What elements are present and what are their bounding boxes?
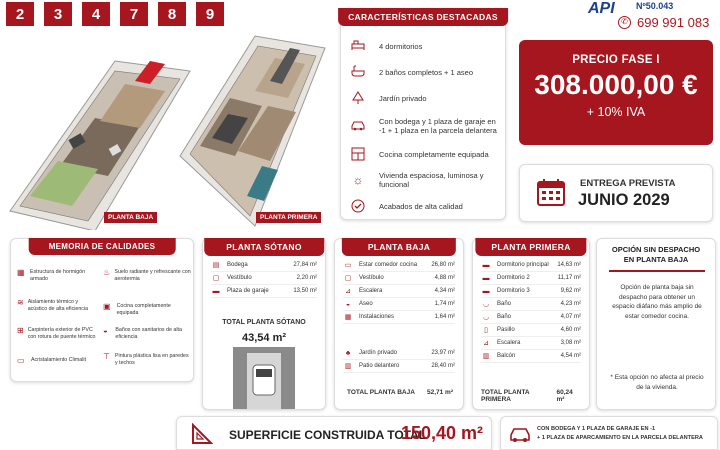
- feature-text: 2 baños completos + 1 aseo: [379, 67, 474, 77]
- unit-tab[interactable]: 2: [6, 2, 34, 26]
- unit-tab[interactable]: 9: [196, 2, 224, 26]
- phone-number: 699 991 083: [637, 15, 710, 30]
- insulation-icon: ≋: [17, 298, 24, 307]
- window-icon: ⊞: [17, 326, 24, 335]
- stairs-icon: ⊿: [345, 288, 351, 295]
- sotano-title: PLANTA SÓTANO: [204, 238, 324, 256]
- price-label: PRECIO FASE I: [572, 54, 660, 66]
- primera-total-value: 60,24 m²: [556, 389, 573, 403]
- baja-title: PLANTA BAJA: [342, 238, 456, 256]
- ruler-triangle-icon: [191, 423, 213, 445]
- features-card: [340, 8, 506, 220]
- memoria-item: ◒ Baños con sanitarios de alta eficiencia: [103, 326, 182, 340]
- ground-floor-plan: [10, 61, 190, 230]
- bathtub-icon: ◡: [482, 314, 490, 321]
- baja-row: ▥ Patio delantero 28,40 m²: [343, 360, 455, 373]
- hall-icon: ▢: [212, 275, 220, 282]
- unit-tab[interactable]: 8: [158, 2, 186, 26]
- toilet-icon: ◒: [103, 326, 108, 335]
- floor-plans-illustration: [0, 26, 330, 230]
- primera-row: ▬ Dormitorio principal 14,63 m²: [481, 259, 581, 272]
- toilet-icon: ◒: [345, 300, 351, 308]
- baja-rows: [343, 259, 455, 324]
- delivery-box: [519, 164, 713, 222]
- primera-title: PLANTA PRIMERA: [475, 238, 586, 256]
- heating-icon: ♨: [103, 268, 111, 277]
- structure-icon: ▦: [17, 268, 25, 277]
- feature-text: Vivienda espaciosa, luminosa y funcional: [379, 171, 484, 189]
- feature-text: Cocina completamente equipada: [379, 149, 489, 159]
- memoria-item: ⊞ Carpintería exterior de PVC con rotura de puente térmico: [17, 326, 96, 340]
- calendar-icon: [536, 177, 566, 207]
- memoria-item: ≋ Aislamiento térmico y acústico de alta eficiencia: [17, 298, 89, 312]
- feature-item: [341, 61, 501, 83]
- baja-row: ▦ Instalaciones 1,64 m²: [343, 311, 455, 324]
- phone[interactable]: [618, 15, 709, 30]
- balcony-icon: ▥: [482, 353, 490, 360]
- parking-text: CON BODEGA Y 1 PLAZA DE GARAJE EN -1 + 1 PLAZA DE APARCAMIENTO EN LA PARCELA DELANTERA: [537, 426, 703, 441]
- sotano-row: ▤ Bodega 27,84 m²: [211, 259, 317, 272]
- sun-icon: ☼: [352, 173, 364, 187]
- baja-total: [347, 389, 453, 396]
- garage-illustration: [233, 347, 295, 409]
- memoria-item: ▦ Estructura de hormigón armado: [17, 268, 86, 282]
- primera-row: ▥ Balcón 4,54 m²: [481, 350, 581, 363]
- features-list: [341, 35, 501, 221]
- baja-row: ⊿ Escalera 4,34 m²: [343, 285, 455, 298]
- unit-tab[interactable]: 4: [82, 2, 110, 26]
- bathtub-icon: [351, 65, 365, 79]
- unit-tab[interactable]: 7: [120, 2, 148, 26]
- bed-icon: [351, 39, 365, 53]
- memoria-item: ▭ Acristalamiento Climalit: [17, 356, 87, 365]
- bed-icon: ▬: [482, 261, 490, 269]
- unit-tab[interactable]: 3: [44, 2, 72, 26]
- kitchen-icon: ▣: [103, 302, 111, 311]
- sotano-rows: [211, 259, 317, 298]
- baja-total-label: TOTAL PLANTA BAJA: [347, 389, 415, 396]
- total-surface-value: 150,40 m²: [401, 423, 484, 443]
- baja-extra-rows: [343, 347, 455, 373]
- baja-row: ♣ Jardín privado 23,97 m²: [343, 347, 455, 360]
- feature-item: [341, 143, 501, 165]
- ground-floor-label: PLANTA BAJA: [104, 212, 157, 223]
- feature-item: [341, 35, 501, 57]
- price-tax: + 10% IVA: [586, 105, 646, 119]
- total-surface-bar: [176, 416, 492, 450]
- license-number: Nº50.043: [636, 1, 674, 11]
- option-text: Opción de planta baja sin despacho para obtener un espacio diáfano más amplio de estar comedor cocina.: [612, 284, 702, 320]
- option-card: [596, 238, 716, 410]
- tree-icon: [351, 91, 365, 105]
- bed-icon: ▬: [482, 274, 490, 282]
- price-value: 308.000,00 €: [534, 69, 698, 100]
- primera-row: ▯ Pasillo 4,60 m²: [481, 324, 581, 337]
- primera-row: ◡ Baño 4,23 m²: [481, 298, 581, 311]
- option-title: OPCIÓN SIN DESPACHO EN PLANTA BAJA: [611, 245, 701, 264]
- memoria-item: ▣ Cocina completamente equipada: [103, 302, 171, 316]
- wine-cellar-icon: ▤: [212, 262, 220, 269]
- phone-icon: ✆: [618, 16, 631, 29]
- delivery-date: JUNIO 2029: [578, 191, 670, 209]
- total-surface-label: SUPERFICIE CONSTRUIDA TOTAL: [229, 428, 427, 442]
- sotano-card: [202, 238, 326, 410]
- feature-item: [341, 113, 501, 139]
- memoria-item: ⊤ Pintura plástica lisa en paredes y techos: [103, 352, 189, 366]
- primera-rows: [481, 259, 581, 363]
- parking-info: [500, 416, 718, 450]
- first-floor-plan: [180, 36, 325, 226]
- car-icon: ▬: [212, 287, 220, 295]
- baja-row: ▭ Estar comedor cocina 26,80 m²: [343, 259, 455, 272]
- bathtub-icon: ◡: [482, 301, 490, 308]
- feature-item: [341, 195, 501, 217]
- quality-check-icon: [351, 199, 365, 213]
- baja-row: ◒ Aseo 1,74 m²: [343, 298, 455, 311]
- car-icon: [351, 119, 365, 133]
- primera-row: ⊿ Escalera 3,08 m²: [481, 337, 581, 350]
- option-divider: [609, 270, 705, 272]
- primera-row: ▬ Dormitorio 2 11,17 m²: [481, 272, 581, 285]
- features-title: CARACTERÍSTICAS DESTACADAS: [338, 8, 508, 26]
- car-icon: [509, 425, 531, 443]
- feature-item: [341, 87, 501, 109]
- patio-icon: ▥: [344, 363, 352, 370]
- delivery-label: ENTREGA PREVISTA: [580, 178, 676, 189]
- feature-item: [341, 169, 501, 191]
- bed-icon: ▬: [482, 287, 490, 295]
- paint-roller-icon: ⊤: [103, 352, 110, 361]
- feature-text: Con bodega y 1 plaza de garaje en -1 + 1 plaza en la parcela delantera: [379, 117, 497, 135]
- sofa-icon: ▭: [344, 262, 352, 269]
- feature-text: 4 dormitorios: [379, 41, 423, 51]
- hall-icon: ▢: [344, 275, 352, 282]
- memoria-item: ♨ Suelo radiante y refrescante con aerotermia: [103, 268, 191, 282]
- option-note: * Esta opción no afecta al precio de la vivienda.: [610, 374, 704, 391]
- memoria-card: [10, 238, 194, 382]
- api-logo: API: [588, 0, 615, 17]
- sotano-row: ▢ Vestíbulo 2,20 m²: [211, 272, 317, 285]
- baja-card: [334, 238, 464, 410]
- primera-card: [472, 238, 590, 410]
- primera-total-label: TOTAL PLANTA PRIMERA: [481, 389, 530, 403]
- first-floor-label: PLANTA PRIMERA: [256, 212, 321, 223]
- sotano-row: ▬ Plaza de garaje 13,50 m²: [211, 285, 317, 298]
- memoria-title: MEMORIA DE CALIDADES: [29, 238, 176, 255]
- kitchen-icon: [351, 147, 365, 161]
- stairs-icon: ⊿: [483, 340, 489, 347]
- baja-total-value: 52,71 m²: [426, 389, 453, 396]
- baja-row: ▢ Vestíbulo 4,88 m²: [343, 272, 455, 285]
- primera-row: ◡ Baño 4,07 m²: [481, 311, 581, 324]
- primera-row: ▬ Dormitorio 3 9,62 m²: [481, 285, 581, 298]
- tree-icon: ♣: [345, 349, 351, 357]
- hallway-icon: ▯: [484, 327, 488, 334]
- sotano-total-label: TOTAL PLANTA SÓTANO: [222, 319, 306, 326]
- sotano-total-value: 43,54 m²: [241, 332, 287, 344]
- utilities-icon: ▦: [344, 314, 352, 321]
- primera-total: [481, 389, 581, 403]
- price-box: [519, 40, 713, 145]
- unit-number-tabs: [6, 2, 224, 26]
- feature-text: Jardín privado: [379, 93, 427, 103]
- glazing-icon: ▭: [17, 356, 25, 365]
- brand-block: [588, 0, 718, 34]
- feature-text: Acabados de alta calidad: [379, 201, 463, 211]
